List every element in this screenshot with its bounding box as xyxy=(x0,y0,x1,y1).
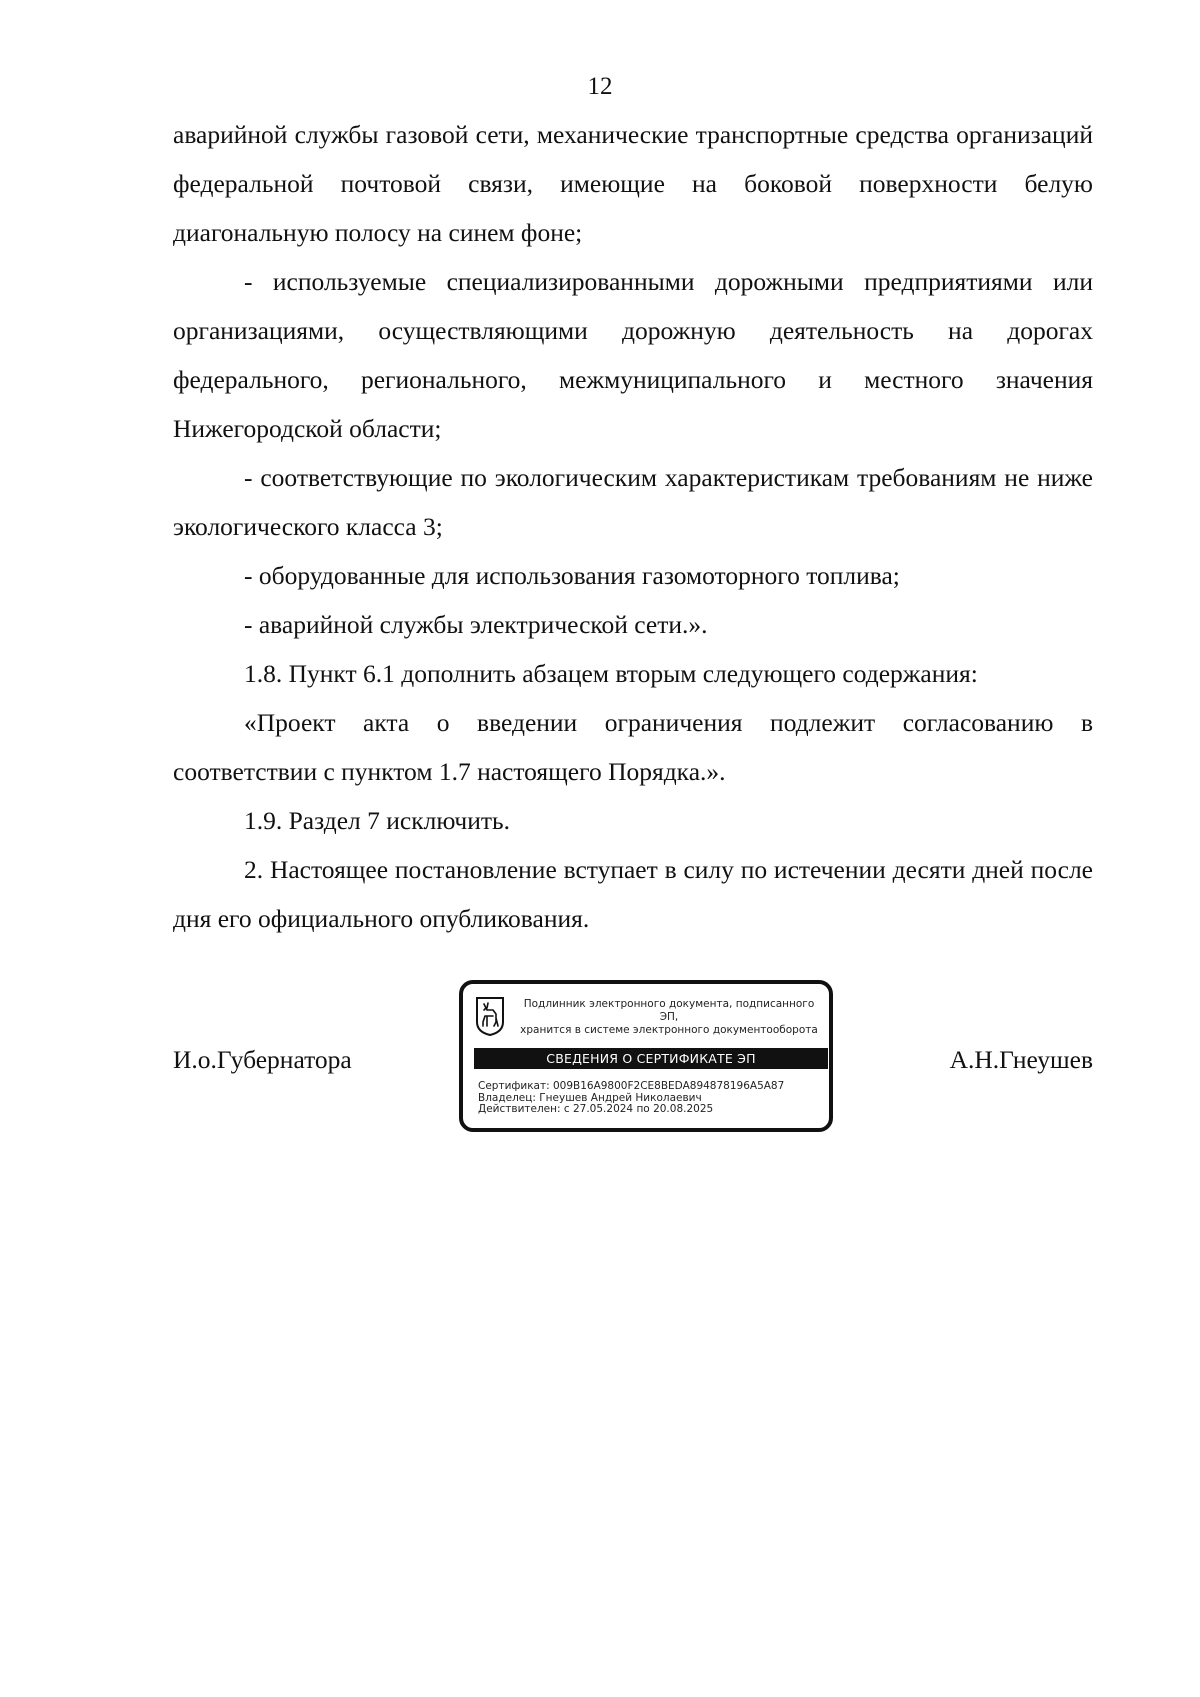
deer-coat-of-arms-icon xyxy=(475,996,505,1036)
stamp-header-line-1: Подлинник электронного документа, подписанного ЭП, xyxy=(523,998,815,1023)
stamp-header xyxy=(513,998,825,1037)
stamp-header-line-2: хранится в системе электронного документооборота xyxy=(520,1024,818,1036)
paragraph-gas-fuel: - оборудованные для использования газомоторного топлива; xyxy=(244,561,900,590)
stamp-owner: Владелец: Гнеушев Андрей Николаевич xyxy=(478,1091,702,1104)
paragraph-continuation: аварийной службы газовой сети, механические транспортные средства организаций федеральной почтовой связи, имеющие на боковой поверхности белую диагональную полосу на синем фоне; xyxy=(173,120,1093,247)
stamp-certificate: Сертификат: 009B16A9800F2CE8BEDA894878196A5A87 xyxy=(478,1080,785,1092)
paragraph-item-1-9: 1.9. Раздел 7 исключить. xyxy=(244,806,511,835)
paragraph-item-1-8: 1.8. Пункт 6.1 дополнить абзацем вторым следующего содержания: xyxy=(244,659,978,688)
stamp-banner: СВЕДЕНИЯ О СЕРТИФИКАТЕ ЭП xyxy=(474,1048,828,1069)
paragraph-road-enterprises: - используемые специализированными дорожными предприятиями или организациями, осуществляющими дорожную деятельность на дорогах федерального, регионального, межмуниципального и местного значения Нижегородской области; xyxy=(173,267,1093,443)
paragraph-ecological-class: - соответствующие по экологическим характеристикам требованиям не ниже экологического класса 3; xyxy=(173,463,1093,541)
electronic-signature-stamp xyxy=(459,980,833,1132)
page-number: 12 xyxy=(587,73,613,100)
signatory-position: И.о.Губернатора xyxy=(173,1045,352,1074)
paragraph-quote: «Проект акта о введении ограничения подлежит согласованию в соответствии с пунктом 1.7 настоящего Порядка.». xyxy=(173,708,1093,786)
stamp-certificate-details xyxy=(478,1081,784,1116)
paragraph-item-2: 2. Настоящее постановление вступает в силу по истечении десяти дней после дня его официального опубликования. xyxy=(173,855,1093,933)
stamp-validity: Действителен: с 27.05.2024 по 20.08.2025 xyxy=(478,1103,714,1115)
document-body xyxy=(173,110,1093,943)
signatory-name: А.Н.Гнеушев xyxy=(949,1045,1093,1074)
paragraph-electric-emergency: - аварийной службы электрической сети.». xyxy=(244,610,708,639)
signature-block xyxy=(173,980,1093,1185)
